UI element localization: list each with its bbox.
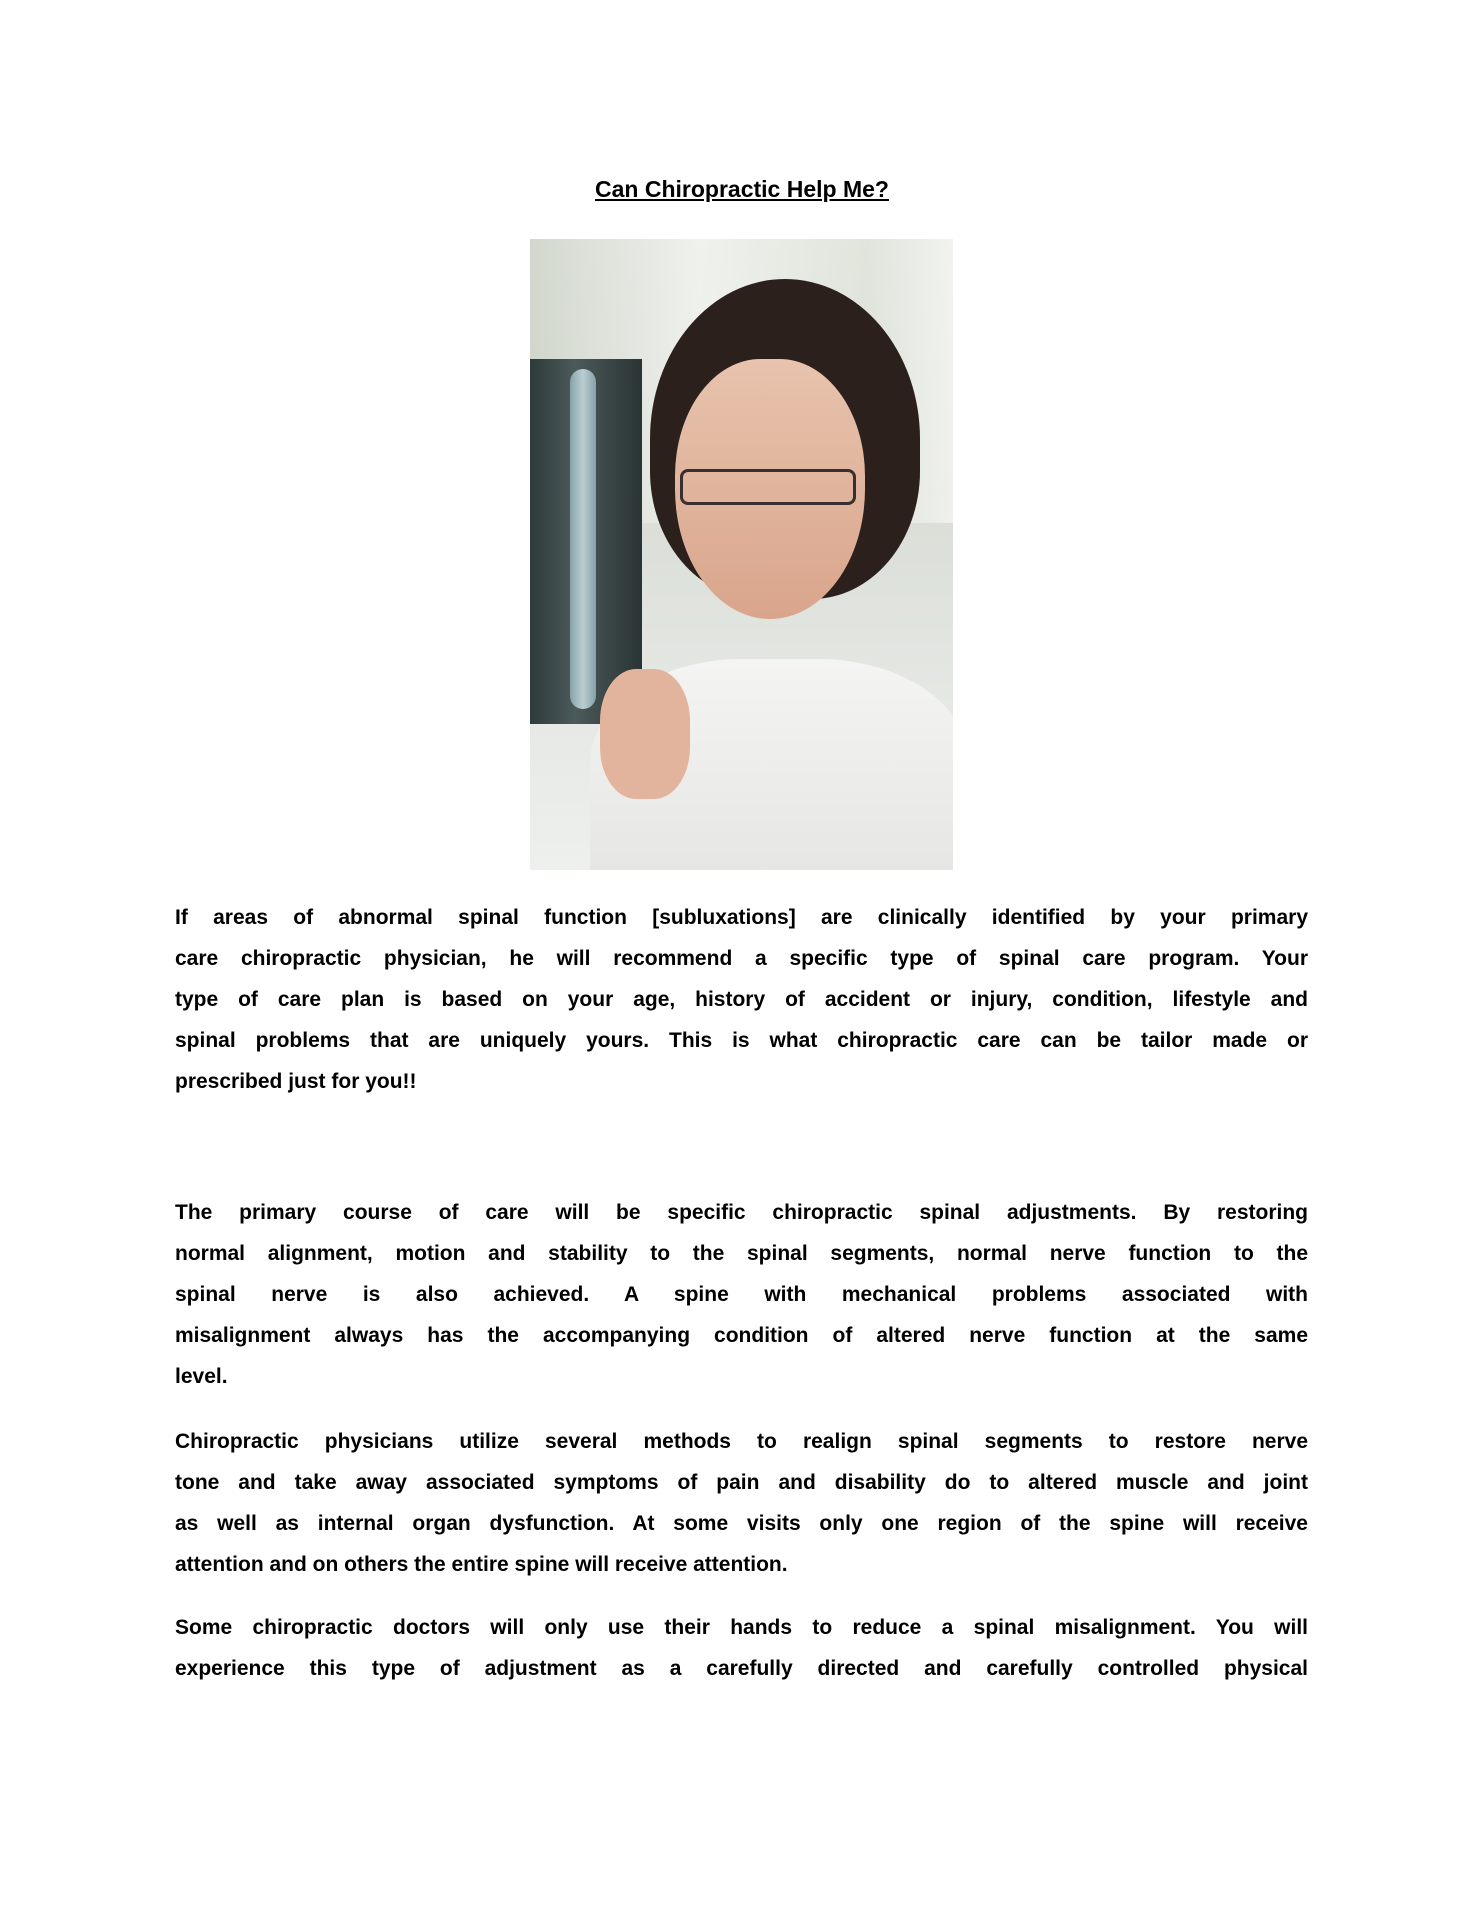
text-line: misalignment always has the accompanying condition of altered nerve function at the same: [175, 1324, 1308, 1347]
text-line: spinal nerve is also achieved. A spine with mechanical problems associated with: [175, 1283, 1308, 1306]
page-title: Can Chiropractic Help Me?: [595, 176, 889, 202]
paragraph-2: [175, 1192, 1308, 1397]
paragraph-4: [175, 1607, 1308, 1689]
text-line: prescribed just for you!!: [175, 1070, 417, 1093]
text-line: normal alignment, motion and stability to the spinal segments, normal nerve function to the: [175, 1242, 1308, 1265]
text-line: as well as internal organ dysfunction. At some visits only one region of the spine will receive: [175, 1512, 1308, 1535]
text-line: spinal problems that are uniquely yours. This is what chiropractic care can be tailor made or: [175, 1029, 1308, 1052]
text-line: If areas of abnormal spinal function [subluxations] are clinically identified by your primary: [175, 906, 1308, 929]
text-line: Some chiropractic doctors will only use their hands to reduce a spinal misalignment. You will: [175, 1616, 1308, 1639]
photo-xray-bone: [570, 369, 596, 709]
photo-hand: [600, 669, 690, 799]
text-line: type of care plan is based on your age, history of accident or injury, condition, lifestyle and: [175, 988, 1308, 1011]
text-line: The primary course of care will be specific chiropractic spinal adjustments. By restoring: [175, 1201, 1308, 1224]
photo-glasses: [680, 469, 856, 505]
text-line: tone and take away associated symptoms of pain and disability do to altered muscle and joint: [175, 1471, 1308, 1494]
paragraph-3: [175, 1421, 1308, 1585]
text-line: care chiropractic physician, he will recommend a specific type of spinal care program. Your: [175, 947, 1308, 970]
paragraph-1: [175, 897, 1308, 1102]
text-line: level.: [175, 1365, 228, 1388]
doctor-with-xray-photo: [530, 239, 953, 870]
text-line: attention and on others the entire spine will receive attention.: [175, 1553, 788, 1576]
text-line: Chiropractic physicians utilize several methods to realign spinal segments to restore nerve: [175, 1430, 1308, 1453]
text-line: experience this type of adjustment as a carefully directed and carefully controlled physical: [175, 1657, 1308, 1680]
